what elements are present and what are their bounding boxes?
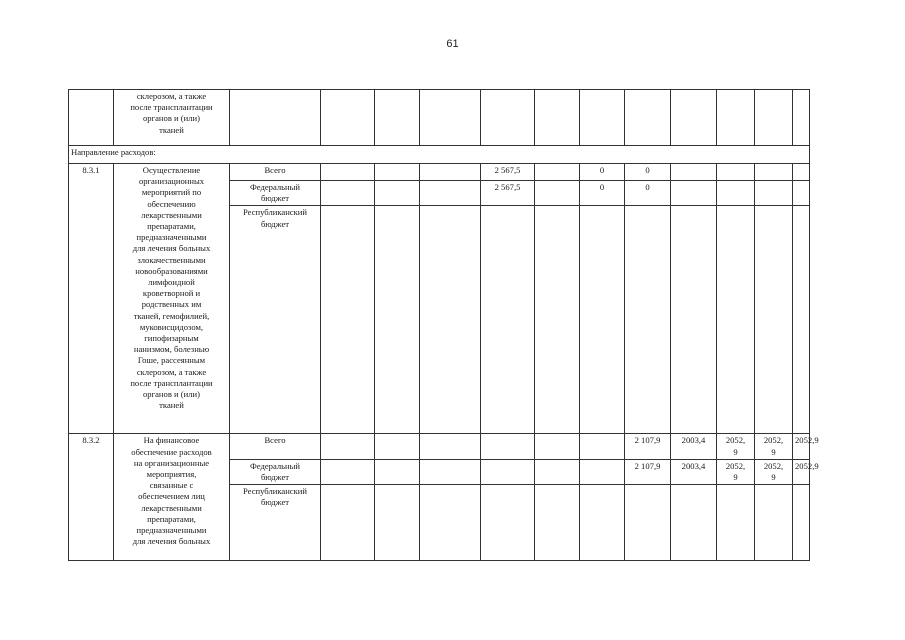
value-cell: 2 107,9: [625, 459, 671, 484]
value-cell: 0: [625, 181, 671, 206]
value-cell: 0: [580, 164, 625, 181]
table-row: [69, 90, 810, 146]
value-cell: 2 107,9: [625, 434, 671, 459]
value-cell: 2 567,5: [481, 181, 535, 206]
value-cell: 2052, 9: [717, 434, 755, 459]
value-cell: 2052, 9: [717, 459, 755, 484]
value-cell: 2 567,5: [481, 164, 535, 181]
value-cell: 2003,4: [671, 459, 717, 484]
value-cell: 2052,9: [793, 459, 810, 484]
value-cell: 2052,9: [793, 434, 810, 459]
source-republic: Республиканский бюджет: [230, 206, 321, 434]
code-cell: 8.3.1: [69, 164, 114, 434]
value-cell: 2003,4: [671, 434, 717, 459]
budget-table: [68, 89, 819, 561]
value-cell: 2052, 9: [755, 434, 793, 459]
description-cell: На финансовое обеспечение расходов на организационные мероприятия, связанные с обеспечением лиц лекарственными препаратами, предназначенными для лечения больных: [114, 434, 230, 561]
code-cell: [69, 90, 114, 146]
source-total: Всего: [230, 434, 321, 459]
section-label: Направление расходов:: [69, 146, 810, 164]
value-cell: 2052, 9: [755, 459, 793, 484]
value-cell: 0: [580, 181, 625, 206]
source-federal: Федеральный бюджет: [230, 459, 321, 484]
page-number: 61: [446, 38, 459, 50]
source-republic: Республиканский бюджет: [230, 485, 321, 561]
description-cell: склерозом, а также после трансплантации органов и (или) тканей: [114, 90, 230, 146]
description-cell: Осуществление организационных мероприятий по обеспечению лекарственными препаратами, предназначенными для лечения больных злокачественными новообразованиями лимфоидной кроветворной и родственных им тканей, гемофилией, муковисцидозом, гипофизарным нанизмом, болезнью Гоше, рассеянным склерозом, а также после трансплантации органов и (или) тканей: [114, 164, 230, 434]
table-row: [69, 434, 810, 459]
value-cell: 0: [625, 164, 671, 181]
source-federal: Федеральный бюджет: [230, 181, 321, 206]
source-total: Всего: [230, 164, 321, 181]
code-cell: 8.3.2: [69, 434, 114, 561]
section-row: [69, 146, 810, 164]
table-row: [69, 164, 810, 181]
